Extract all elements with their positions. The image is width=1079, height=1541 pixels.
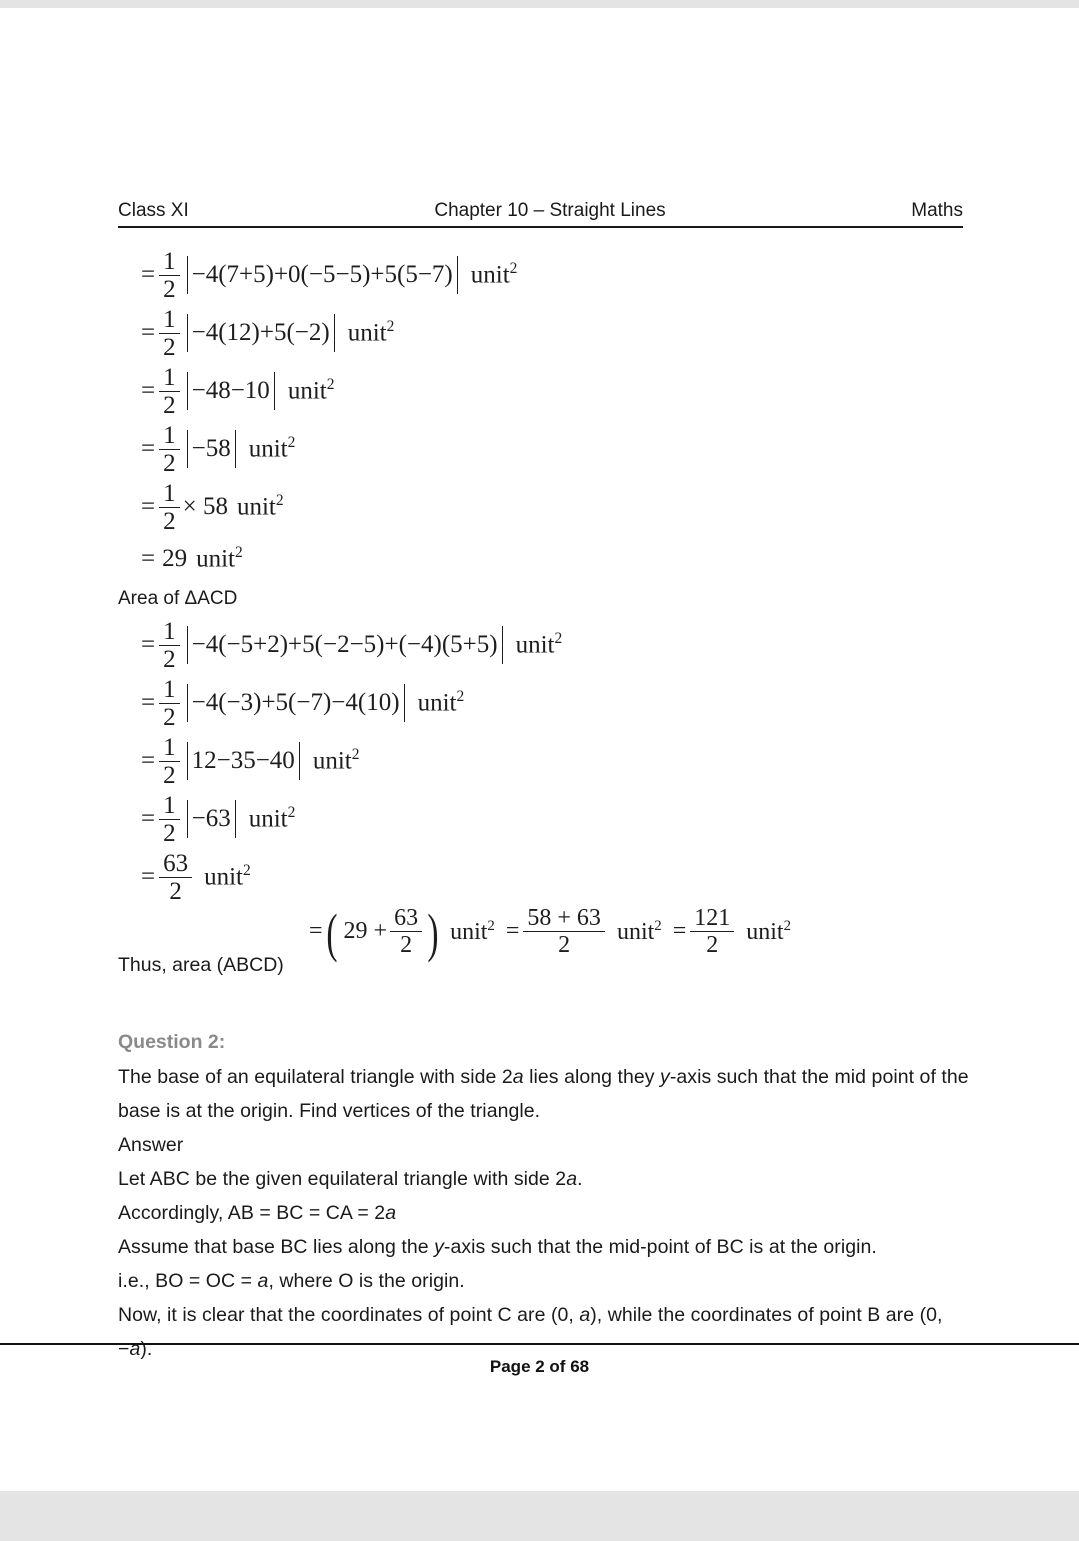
fraction-sixty-three-halves: [390, 906, 422, 957]
unit-label: unit$^2$: [287, 376, 335, 405]
equals-sign: =: [309, 918, 323, 944]
fraction-denominator: 2: [163, 391, 176, 419]
equation-acd-step-3: = $\frac{1}{2}$ 12−35−40 unit$^2$: [141, 733, 360, 789]
equation-step-2: = $\frac{1}{2}$ −4(12)+5(−2) unit$^2$: [141, 305, 395, 361]
absolute-value-bar-right: [299, 742, 300, 781]
answer-line-part-1: Let ABC be the given equilateral triangle with side 2: [118, 1168, 567, 1190]
unit-label: unit$^2$: [196, 544, 243, 573]
fraction-one-half: [159, 677, 180, 730]
document-page: [0, 8, 1079, 1491]
absolute-value-bar-left: [187, 742, 188, 781]
variable-a: a: [257, 1270, 269, 1292]
spacer: [118, 1002, 978, 1024]
unit-label: unit$^2$: [417, 688, 465, 717]
header-subject-label: Maths: [911, 200, 963, 221]
equation-expression: −4(7+5)+0(−5−5)+5(5−7): [191, 261, 453, 288]
unit-label: unit$^2$: [515, 630, 563, 659]
fraction-numerator: 1: [159, 365, 180, 392]
answer-line: [118, 1162, 978, 1196]
answer-line-part-2: ), while the coordinates of point B are (0, −: [118, 1304, 943, 1360]
unit-label: unit$^2$: [248, 434, 296, 463]
absolute-value-bar-left: [187, 256, 188, 295]
fraction-numerator: 1: [159, 423, 180, 450]
absolute-value-bar-right: [334, 314, 335, 353]
question-text-part-2: lies along they: [523, 1066, 661, 1088]
absolute-value-bar-right: [457, 256, 458, 295]
equation-step-3: = $\frac{1}{2}$ −48−10 unit$^2$: [141, 363, 335, 419]
equation-step-4: = $\frac{1}{2}$ −58 unit$^2$: [141, 421, 296, 477]
absolute-value-bar-left: [187, 800, 188, 839]
answer-line-part-1: i.e., BO = OC =: [118, 1270, 258, 1292]
fraction-denominator: 2: [163, 449, 176, 477]
equation-acd-step-1: = $\frac{1}{2}$ −4(−5+2)+5(−2−5)+(−4)(5+5) unit$^2$: [141, 617, 563, 673]
fraction-numerator: 1: [159, 735, 180, 762]
equals-sign: =: [141, 545, 156, 572]
equation-expression: −63: [191, 805, 231, 832]
absolute-value-bar-right: [274, 372, 275, 411]
variable-a: a: [566, 1168, 578, 1190]
fraction-numerator: 1: [159, 307, 180, 334]
equation-step-6: [140, 536, 978, 582]
absolute-value-bar-left: [187, 430, 188, 469]
equation-expression: −58: [191, 435, 231, 462]
fraction-one-half: [159, 735, 180, 788]
page-footer: [0, 1343, 1079, 1377]
page-header: [118, 200, 963, 228]
fraction-numerator: 121: [690, 906, 734, 932]
page-number: Page 2 of 68: [489, 1357, 590, 1376]
fraction-numerator: 63: [390, 906, 422, 932]
question-text: [118, 1060, 978, 1128]
fraction-denominator: 2: [558, 932, 571, 958]
question-text-part-3: -axis such that the mid point of the base is at the origin. Find vertices of the triangle.: [118, 1066, 969, 1122]
header-class-label: Class XI: [118, 200, 189, 221]
fraction-numerator: 1: [159, 793, 180, 820]
equals-sign: =: [141, 493, 156, 520]
unit-label: unit$^2$: [470, 260, 518, 289]
fraction-denominator: 2: [169, 877, 182, 905]
question-text-part-1: The base of an equilateral triangle with side 2: [118, 1066, 513, 1088]
unit-label: unit$^2$: [248, 804, 296, 833]
answer-line-part-2: -axis such that the mid-point of BC is at the origin.: [443, 1236, 877, 1258]
unit-label: unit$^2$: [616, 917, 662, 945]
unit-label: unit$^2$: [746, 917, 792, 945]
answer-line: [118, 1230, 978, 1264]
fraction-denominator: 2: [706, 932, 719, 958]
unit-label: unit$^2$: [312, 746, 360, 775]
answer-line-part-3: ).: [140, 1338, 153, 1360]
fraction-one-half: [159, 307, 180, 360]
fraction-numerator: 1: [159, 677, 180, 704]
unit-label: unit$^2$: [450, 917, 495, 945]
absolute-value-bar-left: [187, 684, 188, 723]
absolute-value-bar-left: [187, 372, 188, 411]
fraction-sum-over-two: [523, 906, 605, 957]
variable-y: y: [660, 1066, 670, 1088]
equation-expression: −4(−5+2)+5(−2−5)+(−4)(5+5): [191, 631, 498, 658]
fraction-numerator: 1: [159, 619, 180, 646]
equation-expression: × 58: [182, 493, 228, 520]
absolute-value-bar-left: [187, 314, 188, 353]
equation-expression: −4(−3)+5(−7)−4(10): [191, 689, 400, 716]
equation-acd-step-2: = $\frac{1}{2}$ −4(−3)+5(−7)−4(10) unit$^2$: [141, 675, 465, 731]
fraction-denominator: 2: [163, 275, 176, 303]
answer-line-part-2: .: [577, 1168, 583, 1190]
equals-sign-2: =: [505, 918, 520, 944]
fraction-denominator: 2: [400, 932, 413, 958]
whole-number-term: 29 +: [343, 918, 388, 944]
thus-area-label: Thus, area (ABCD): [118, 954, 284, 976]
fraction-one-half: [159, 619, 180, 672]
fraction-numerator: 58 + 63: [523, 906, 605, 932]
equation-acd-step-4: = $\frac{1}{2}$ −63 unit$^2$: [141, 791, 296, 847]
absolute-value-bar-right: [235, 800, 236, 839]
fraction-denominator: 2: [163, 333, 176, 361]
unit-label: unit$^2$: [204, 862, 251, 891]
unit-label: unit$^2$: [236, 492, 284, 521]
fraction-denominator: 2: [163, 645, 176, 673]
fraction-sixty-three-halves: [159, 851, 192, 904]
equation-step-1: = $\frac{1}{2}$ −4(7+5)+0(−5−5)+5(5−7) unit$^2$: [141, 247, 518, 303]
answer-line-part-2: , where O is the origin.: [268, 1270, 465, 1292]
equation-acd-result: = $\frac{63}{2}$ unit$^2$: [141, 849, 251, 905]
variable-a: a: [512, 1066, 524, 1088]
fraction-denominator: 2: [163, 703, 176, 731]
fraction-one-half: [159, 365, 180, 418]
fraction-one-half: [159, 793, 180, 846]
question-label: Question 2:: [118, 1031, 226, 1053]
header-chapter-title: Chapter 10 – Straight Lines: [434, 200, 666, 221]
equation-result-value: 29: [162, 545, 188, 572]
fraction-one-half: [159, 423, 180, 476]
fraction-denominator: 2: [163, 761, 176, 789]
fraction-denominator: 2: [163, 507, 176, 535]
thus-area-block: [118, 903, 978, 1002]
fraction-one-twenty-one-halves: [690, 906, 734, 957]
fraction-one-half: [159, 249, 180, 302]
answer-line-part-1: Accordingly, AB = BC = CA = 2: [118, 1202, 386, 1224]
thus-area-equation: = ( 29 + $\frac{63}{2}$ ) unit$^2$ = $\frac{58 + 63}{2}$ unit$^2$ = $\frac{121}{2}$ unit$^2$: [309, 903, 792, 964]
variable-a: a: [579, 1304, 591, 1326]
page-body: [118, 246, 978, 1366]
variable-a-2: a: [129, 1338, 141, 1360]
equation-expression: 12−35−40: [191, 747, 295, 774]
absolute-value-bar-right: [235, 430, 236, 469]
equation-step-5: [140, 478, 978, 536]
fraction-numerator: 1: [159, 481, 180, 508]
variable-y: y: [434, 1236, 444, 1258]
variable-a: a: [385, 1202, 397, 1224]
fraction-numerator: 63: [159, 851, 192, 878]
answer-label: Answer: [118, 1134, 184, 1156]
equation-expression: −4(12)+5(−2): [191, 319, 330, 346]
unit-label: unit$^2$: [347, 318, 395, 347]
page-content: [0, 8, 1079, 1491]
absolute-value-bar-right: [404, 684, 405, 723]
answer-line: [118, 1264, 978, 1298]
area-acd-heading: Area of ΔACD: [118, 588, 238, 609]
absolute-value-bar-left: [187, 626, 188, 665]
fraction-numerator: 1: [159, 249, 180, 276]
answer-line: [118, 1196, 978, 1230]
footer-divider: [0, 1343, 1079, 1345]
absolute-value-bar-right: [502, 626, 503, 665]
equation-expression: −48−10: [191, 377, 270, 404]
answer-line-part-1: Now, it is clear that the coordinates of point C are (0,: [118, 1304, 580, 1326]
equals-sign-3: =: [672, 918, 687, 944]
answer-line-part-1: Assume that base BC lies along the: [118, 1236, 435, 1258]
fraction-one-half: [159, 481, 180, 534]
fraction-denominator: 2: [163, 819, 176, 847]
